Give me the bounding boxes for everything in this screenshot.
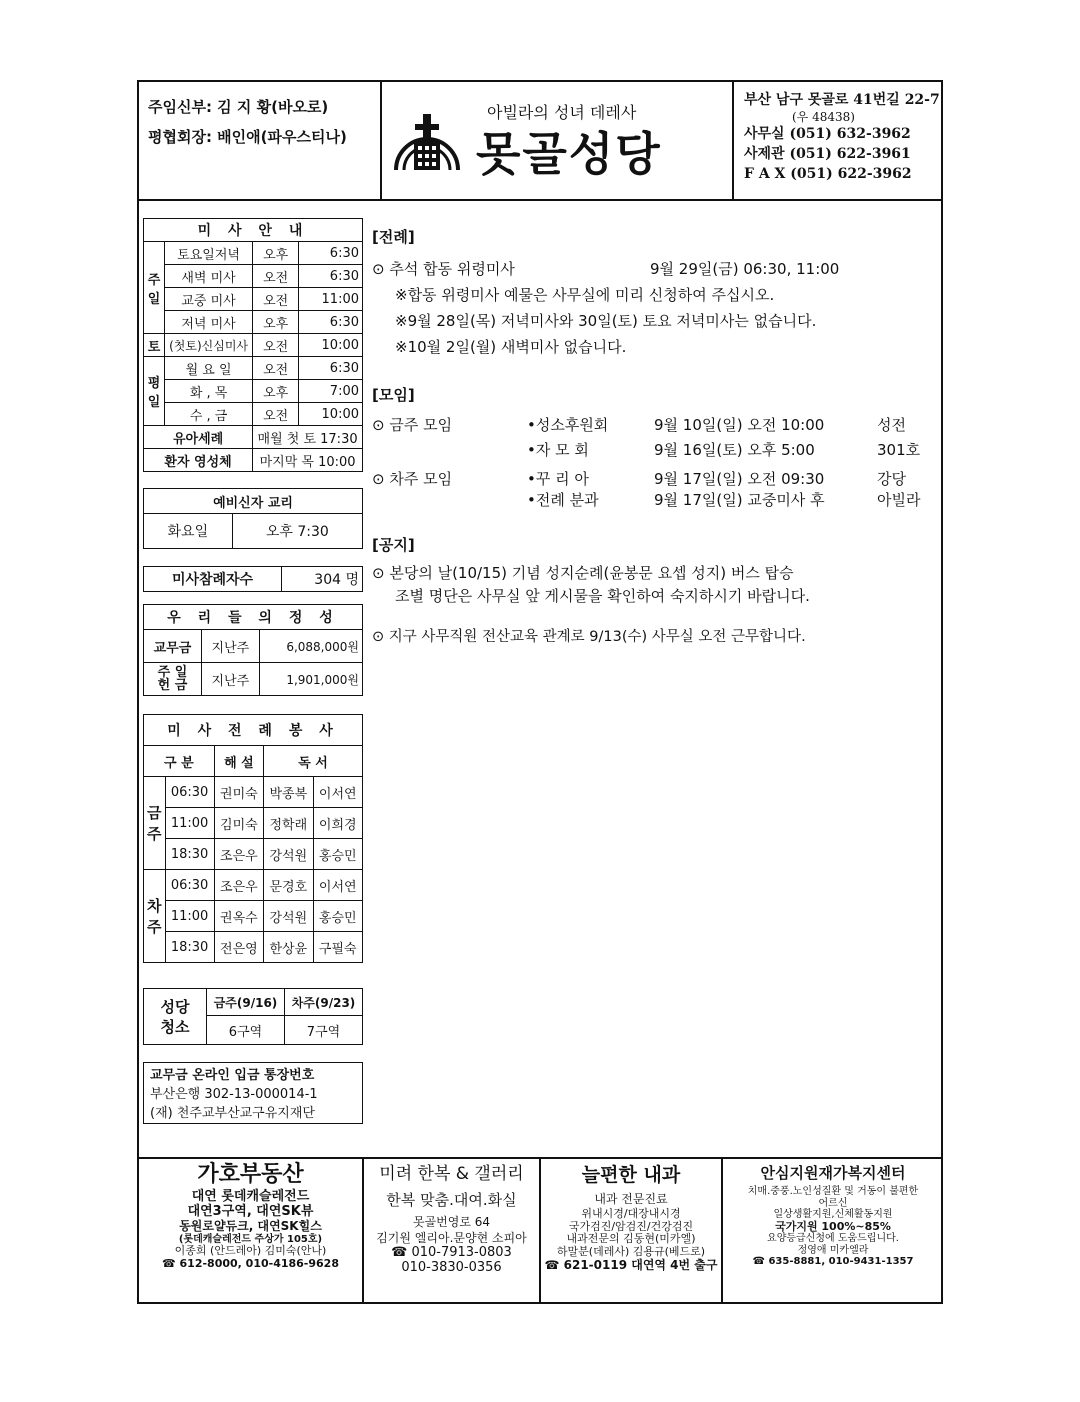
liturgy-item-date: 9월 29일(금) 06:30, 11:00: [650, 260, 840, 278]
mass-ampm: 오전: [253, 357, 299, 380]
meeting-name: •전례 분과: [527, 491, 599, 509]
priest-name: 주임신부: 김 지 황(바오로): [148, 98, 329, 116]
ad-line: 요양등급신청에 도움드립니다.: [767, 1233, 899, 1245]
liturgy-note: ※10월 2일(월) 새벽미사 없습니다.: [395, 338, 627, 356]
server-reader: 홍승민: [313, 901, 362, 932]
bank-holder: (재) 천주교부산교구유지재단: [150, 1106, 315, 1121]
offering-amount: 6,088,000원: [259, 630, 362, 663]
ad-line: 위내시경/대장내시경: [581, 1207, 681, 1220]
ad-line: 내과 전문진료: [594, 1192, 668, 1206]
mass-servers-table: [143, 714, 363, 963]
bank-account: 부산은행 302-13-000014-1: [150, 1087, 318, 1102]
header-divider-right: [732, 80, 734, 200]
notice-item-continued: 조별 명단은 사무실 앞 게시물을 확인하여 숙지하시기 바랍니다.: [395, 587, 810, 605]
mass-ampm: 오후: [253, 311, 299, 334]
ad-line: 하말분(데레사) 김용규(베드로): [556, 1244, 706, 1258]
baptism-label: 유아세례: [144, 426, 253, 449]
ad-line: 정영애 미카엘라: [797, 1244, 869, 1256]
meeting-where: 강당: [877, 470, 906, 488]
ad-line: ☎ 621-0119 대연역 4번 출구: [544, 1257, 718, 1272]
mass-name: 월 요 일: [165, 357, 253, 380]
next-week-meetings-label: ⊙ 차주 모임: [372, 470, 453, 488]
server-reader: 강석원: [264, 839, 313, 870]
meeting-name: •성소후원회: [527, 416, 609, 434]
server-reader: 이서연: [313, 777, 362, 808]
mass-ampm: 오후: [253, 242, 299, 265]
server-narrator: 전은영: [214, 932, 263, 963]
meeting-name: •자 모 회: [527, 441, 589, 459]
server-time: 11:00: [165, 901, 214, 932]
ad-title: 가호부동산: [197, 1162, 304, 1187]
sick-communion-value: 마지막 목 10:00: [253, 449, 363, 472]
ad-line: 김기원 엘리아.문양현 소피아: [376, 1231, 527, 1245]
address: 부산 남구 못골로 41번길 22-7: [744, 92, 940, 108]
server-narrator: 권미숙: [214, 777, 263, 808]
postal-code: (우 48438): [792, 110, 855, 124]
cleaning-this-week: 6구역: [207, 1016, 285, 1045]
server-time: 06:30: [165, 777, 214, 808]
weekday-label: 평일: [144, 357, 165, 426]
offering-label: 주 일 헌 금: [144, 663, 202, 696]
server-reader: 정학래: [264, 808, 313, 839]
ad-line: 대연 롯데캐슬레전드: [191, 1189, 310, 1204]
church-contact: [744, 90, 940, 184]
cleaning-table: [143, 988, 363, 1045]
church-name: 못골성당: [476, 127, 662, 181]
ad-line: 이종희 (안드레아) 김미숙(안나): [174, 1244, 327, 1258]
mass-ampm: 오전: [253, 265, 299, 288]
mass-name: 화 , 목: [165, 380, 253, 403]
meeting-where: 301호: [877, 441, 921, 459]
server-reader: 홍승민: [313, 839, 362, 870]
server-narrator: 조은우: [214, 839, 263, 870]
ad-line: ☎ 635-8881, 010-9431-1357: [752, 1256, 914, 1268]
catechumen-day: 화요일: [144, 514, 233, 549]
meeting-when: 9월 16일(토) 오후 5:00: [654, 441, 815, 459]
mass-ampm: 오전: [253, 288, 299, 311]
ad-welfare-center: [723, 1160, 943, 1268]
church-logo-icon: [392, 110, 462, 172]
mass-time: 6:30: [299, 357, 363, 380]
servers-title: 미 사 전 례 봉 사: [144, 715, 363, 746]
meeting-when: 9월 17일(일) 교중미사 후: [654, 491, 825, 509]
server-reader: 박종복: [264, 777, 313, 808]
catechumen-title: 예비신자 교리: [144, 489, 363, 514]
meeting-where: 아빌라: [877, 491, 921, 509]
header-divider-left: [380, 80, 382, 200]
mass-time: 7:00: [299, 380, 363, 403]
ad-clinic: [541, 1160, 721, 1272]
attendance-value: 304 명: [282, 567, 363, 592]
catechumen-table: [143, 488, 363, 549]
meeting-when: 9월 17일(일) 오전 09:30: [654, 470, 825, 488]
ad-line: ☎ 010-7913-0803: [391, 1244, 512, 1260]
mass-time: 6:30: [299, 265, 363, 288]
ad-line: 국가지원 100%~85%: [775, 1219, 891, 1233]
this-week-meetings-label: ⊙ 금주 모임: [372, 416, 453, 434]
church-subtitle: 아빌라의 성녀 데레사: [487, 103, 637, 122]
offering-period: 지난주: [201, 663, 259, 696]
attendance-label: 미사참례자수: [144, 567, 282, 592]
saturday-label: 토: [144, 334, 165, 357]
server-reader: 강석원: [264, 901, 313, 932]
sick-communion-label: 환자 영성체: [144, 449, 253, 472]
liturgy-note: ※9월 28일(목) 저녁미사와 30일(토) 토요 저녁미사는 없습니다.: [395, 312, 817, 330]
ad-title: 미려 한복 & 갤러리: [379, 1164, 524, 1184]
next-week-label: 차주: [144, 870, 166, 963]
ad-line: 일상생활지원,신체활동지원: [773, 1209, 893, 1220]
sunday-label: 주일: [144, 242, 165, 334]
liturgy-title: [전례]: [372, 228, 415, 246]
server-reader: 한상윤: [264, 932, 313, 963]
mass-name: (첫토)신심미사: [165, 334, 253, 357]
fax-number: F A X (051) 622-3962: [744, 166, 912, 182]
cleaning-next-week: 7구역: [285, 1016, 363, 1045]
chairman-name: 평협회장: 배인애(파우스티나): [148, 128, 347, 146]
servers-header: 해 설: [214, 746, 263, 777]
ad-line: 국가검진/암검진/건강검진: [568, 1219, 694, 1233]
server-time: 18:30: [165, 839, 214, 870]
offering-table: [143, 604, 363, 696]
rectory-phone: 사제관 (051) 622-3961: [744, 146, 911, 162]
notices-title: [공지]: [372, 536, 415, 554]
ad-line: 010-3830-0356: [401, 1259, 502, 1275]
ad-line: 치매.중풍.노인성질환 및 거동이 불편한: [747, 1186, 919, 1197]
mass-ampm: 오전: [253, 334, 299, 357]
server-reader: 구필숙: [313, 932, 362, 963]
baptism-value: 매월 첫 토 17:30: [253, 426, 363, 449]
mass-name: 토요일저녁: [165, 242, 253, 265]
liturgy-note: ※합동 위령미사 예물은 사무실에 미리 신청하여 주십시오.: [395, 286, 775, 304]
mass-time: 10:00: [299, 334, 363, 357]
mass-guide-title: 미 사 안 내: [144, 219, 363, 242]
ad-line: ☎ 612-8000, 010-4186-9628: [161, 1256, 339, 1270]
meeting-where: 성전: [877, 416, 906, 434]
notice-item: ⊙ 지구 사무직원 전산교육 관계로 9/13(수) 사무실 오전 근무합니다.: [372, 629, 806, 645]
meeting-when: 9월 10일(일) 오전 10:00: [654, 416, 825, 434]
server-reader: 이희경: [313, 808, 362, 839]
liturgy-item: ⊙ 추석 합동 위령미사: [372, 260, 515, 278]
this-week-label: 금주: [144, 777, 166, 870]
ad-line: 못골번영로 64: [412, 1215, 491, 1229]
mass-guide-table: [143, 218, 363, 472]
mass-name: 수 , 금: [165, 403, 253, 426]
bank-account-box: [143, 1062, 363, 1124]
mass-name: 새벽 미사: [165, 265, 253, 288]
notice-item: ⊙ 본당의 날(10/15) 기념 성지순례(윤봉문 요셉 성지) 버스 탑승: [372, 564, 794, 582]
server-time: 06:30: [165, 870, 214, 901]
meeting-name: •꾸 리 아: [527, 470, 589, 488]
servers-header: 구 분: [144, 746, 215, 777]
header-staff: [148, 92, 347, 152]
offering-title: 우 리 들 의 정 성: [144, 605, 363, 630]
mass-time: 10:00: [299, 403, 363, 426]
office-phone: 사무실 (051) 632-3962: [744, 126, 911, 142]
server-time: 11:00: [165, 808, 214, 839]
mass-time: 11:00: [299, 288, 363, 311]
ad-line: 내과전문의 김동현(미카엘): [566, 1232, 696, 1246]
meetings-title: [모임]: [372, 386, 415, 404]
offering-period: 지난주: [201, 630, 259, 663]
mass-ampm: 오후: [253, 380, 299, 403]
offering-label: 교무금: [144, 630, 202, 663]
cleaning-this-week-header: 금주(9/16): [207, 989, 285, 1016]
cleaning-next-week-header: 차주(9/23): [285, 989, 363, 1016]
attendance-table: [143, 566, 363, 592]
header-bottom-rule: [137, 199, 943, 201]
bank-title: 교무금 온라인 입금 통장번호: [150, 1068, 315, 1083]
mass-name: 교중 미사: [165, 288, 253, 311]
mass-ampm: 오전: [253, 403, 299, 426]
ad-real-estate: [139, 1160, 362, 1270]
ad-line: 어르신: [818, 1197, 848, 1209]
cleaning-label: 성당 청소: [144, 989, 207, 1045]
ad-line: (롯데캐슬레전드 주상가 105호): [178, 1233, 323, 1245]
ad-line: 한복 맞춤.대여.화실: [386, 1191, 517, 1209]
catechumen-time: 오후 7:30: [232, 514, 362, 549]
server-narrator: 김미숙: [214, 808, 263, 839]
ad-hanbok-gallery: [364, 1160, 539, 1276]
ad-title: 늘편한 내과: [581, 1164, 681, 1186]
server-narrator: 권옥수: [214, 901, 263, 932]
offering-amount: 1,901,000원: [259, 663, 362, 696]
mass-name: 저녁 미사: [165, 311, 253, 334]
mass-time: 6:30: [299, 242, 363, 265]
server-narrator: 조은우: [214, 870, 263, 901]
ad-title: 안심지원재가복지센터: [760, 1164, 906, 1182]
servers-header: 독 서: [264, 746, 363, 777]
mass-time: 6:30: [299, 311, 363, 334]
ad-line: 동원로얄듀크, 대연SK힐스: [179, 1218, 322, 1233]
server-reader: 이서연: [313, 870, 362, 901]
server-time: 18:30: [165, 932, 214, 963]
server-reader: 문경호: [264, 870, 313, 901]
ad-line: 대연3구역, 대연SK뷰: [187, 1203, 314, 1219]
